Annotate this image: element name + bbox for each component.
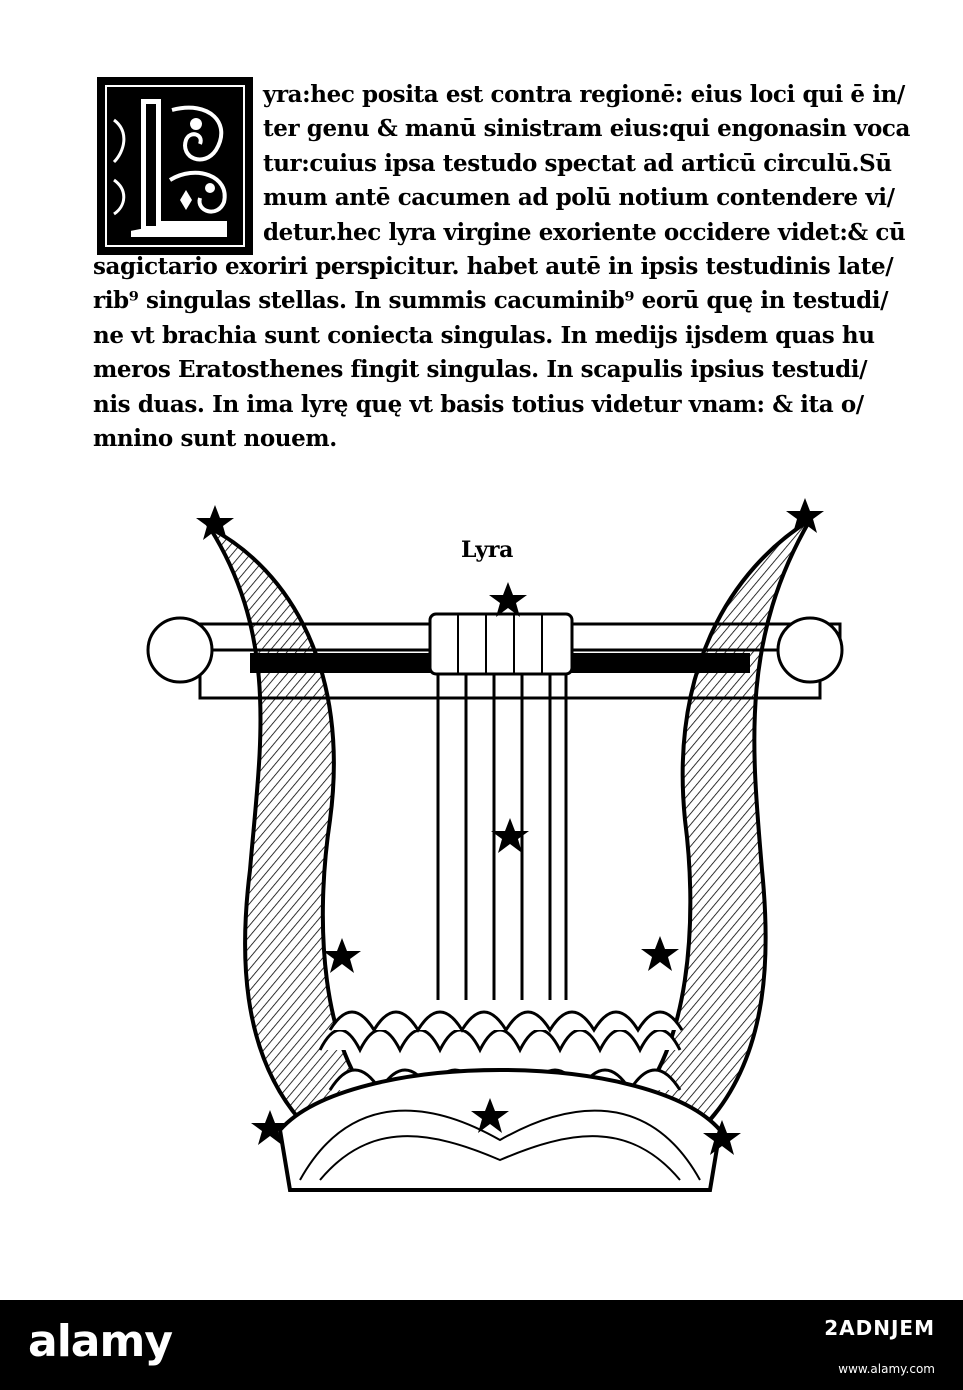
footer-url: www.alamy.com [838, 1362, 935, 1376]
alamy-logo: alamy [28, 1316, 172, 1367]
text-line: rib⁹ singulas stellas. In summis cacuminib⁹ eorū quę in testudi/ [93, 287, 889, 315]
watermark-footer [0, 1300, 963, 1390]
footer-info [695, 1308, 935, 1382]
figure-label-lyra: Lyra [461, 537, 514, 563]
lyre-woodcut-illustration [130, 490, 860, 1210]
image-id: 2ADNJEM [824, 1316, 935, 1340]
lyre-icon [130, 490, 860, 1210]
text-line: yra:hec posita est contra regionē: eius loci qui ē in/ [263, 81, 905, 108]
text-line: meros Eratosthenes fingit singulas. In scapulis ipsius testudi/ [93, 356, 868, 384]
latin-text-block [93, 78, 911, 456]
text-line: ne vt brachia sunt coniecta singulas. In medijs ijsdem quas hu [93, 321, 875, 349]
text-line: mum antē cacumen ad polū notium contendere vi/ [263, 184, 895, 212]
text-line: ter genu & manū sinistram eius:qui engonasin voca [263, 115, 911, 143]
text-line: detur.hec lyra virgine exoriente occidere videt:& cū [263, 218, 906, 246]
text-line: tur:cuius ipsa testudo spectat ad articū circulū.Sū [263, 149, 892, 177]
text-line: mnino sunt nouem. [93, 424, 337, 452]
text-line: nis duas. In ima lyrę quę vt basis totius videtur vnam: & ita o/ [93, 390, 864, 418]
text-line: sagictario exoriri perspicitur. habet autē in ipsis testudinis late/ [93, 252, 894, 280]
